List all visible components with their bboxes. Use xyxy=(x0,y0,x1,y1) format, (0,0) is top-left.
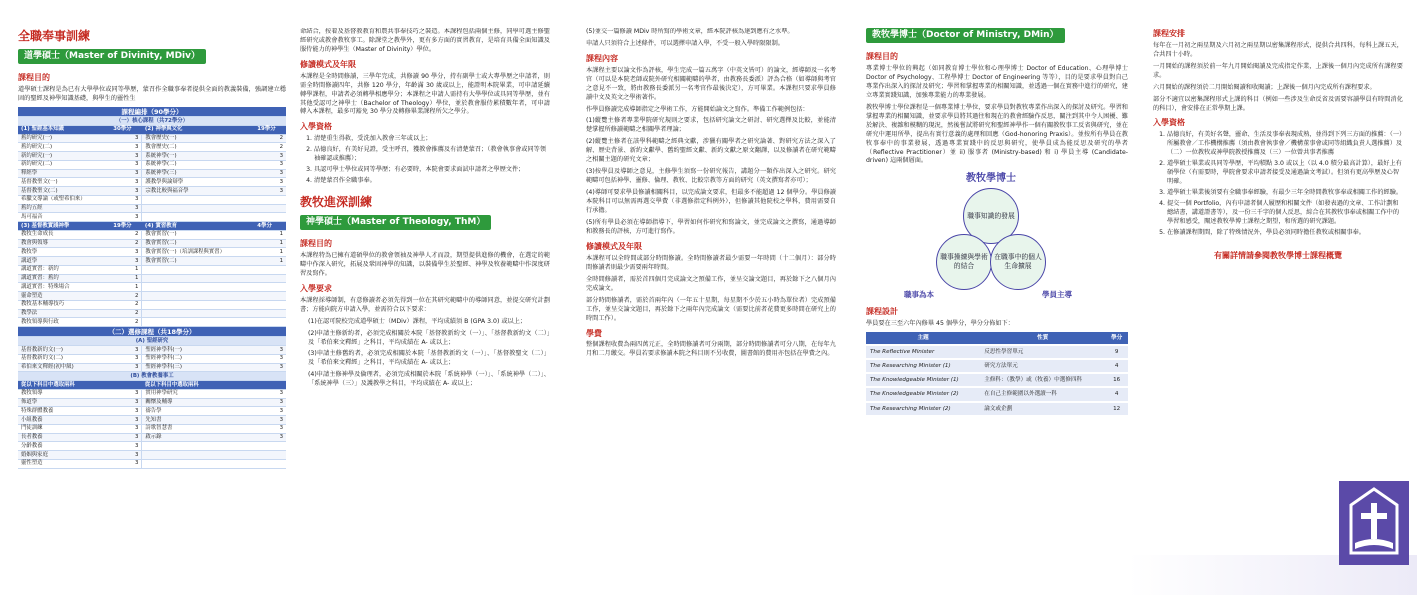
cell: 2 xyxy=(110,239,142,248)
table-row xyxy=(18,248,286,257)
table-row xyxy=(18,143,286,152)
arrange-text-4: 部分不適宜以密集課程形式上課的科目（例如一些涉及生命反省及需要容讀學員有時間消化的科目），會安排在正常學期上課。 xyxy=(1153,95,1403,112)
req-item-5: (5)並交一篇修讀 MDiv 時所寫的學術文章，經本院評核為達到應有之水準。 xyxy=(586,28,794,35)
cell: 2 xyxy=(254,143,286,152)
cell xyxy=(254,195,286,204)
cross-book-icon xyxy=(1339,481,1409,565)
column-2 xyxy=(300,28,550,588)
mode-text-3: 部分時間修讀者，需於首兩年內（一年五十星期，每星期不少於五小時為單位者）完成預備工作，並呈交論文題目，再於餘下之兩年內完成論文（需要比前者花費更多時間在研究上的時間工作）。 xyxy=(586,296,836,322)
table-row xyxy=(18,416,286,425)
cell: 反思性學習單元 xyxy=(980,345,1105,359)
cell: 2 xyxy=(254,134,286,143)
cell: 主修科：（教學）或（牧養）中選修四科 xyxy=(980,373,1105,387)
cell xyxy=(142,442,254,451)
cell: 靈性塑造 xyxy=(18,459,110,468)
cell: 3 xyxy=(254,346,286,355)
cell: 16 xyxy=(1105,373,1128,387)
table-row xyxy=(18,283,286,292)
cell: 2 xyxy=(110,230,142,239)
cell: 3 xyxy=(110,433,142,442)
diagram-title: 教牧學博士 xyxy=(966,173,1016,185)
cell: 教會歷史(二) xyxy=(142,143,254,152)
thm-goal-text: 本課程特為已擁有道碩學位的教會領袖及神學人才而設，期望提供進修的機會，在選定的範疇中作深入研究，拓展及鞏固神學的知識，以裝備學生於聖經、神學及牧養範疇中作深度研習及寫作。 xyxy=(300,252,550,277)
cell: 釋經學 xyxy=(18,169,110,178)
table-row xyxy=(866,402,1128,416)
list-item: (2)申請主修新約者，必須完成相關於本院「基督教新約文（一）」、「基督教新約文（二）」及「希伯來文釋經」之科目，平均成績在 A- 或以上； xyxy=(308,329,550,346)
table-sub-row xyxy=(18,372,286,381)
cell: 3 xyxy=(254,433,286,442)
list-item: 2. 道學碩士畢業或具同等學歷，平均積點 3.0 或以上（以 4.0 積分最高計算），最好上有碩學位（有需要時，學院會要求申請者接受及通過論文考試）。但須有更高學歷及心智明確。 xyxy=(1167,160,1403,187)
table-header-row xyxy=(866,332,1128,345)
list-item: (3)申請主修舊約者，必須完成相關於本院「基督教新約文（一）」、「基督教聖文（二）」及「希伯來文釋經」之科目，平均成績在 A- 或以上； xyxy=(308,350,550,367)
cell: 講道實習：特殊場合 xyxy=(18,283,110,292)
table-row xyxy=(18,160,286,169)
requirement-list xyxy=(300,318,550,390)
cell: 3 xyxy=(110,442,142,451)
cell: 3 xyxy=(254,354,286,363)
cell: 講道實習：舊約 xyxy=(18,274,110,283)
table-row xyxy=(866,345,1128,359)
req-intro: 本課程採導師制，有意修讀者必須先得到一位在其研究範疇中的導師同意，並提交研究計劃書；方能向院方申請入學，並需符合以下要求： xyxy=(300,296,550,313)
table-header-row xyxy=(18,222,286,231)
table-row xyxy=(866,387,1128,401)
cell: 3 xyxy=(254,178,286,187)
col-header: 性質 xyxy=(980,332,1105,345)
heading-goal: 課程目的 xyxy=(866,52,898,62)
table-header-row xyxy=(18,381,286,390)
table-row xyxy=(18,195,286,204)
cell: （二）選修課程（共18學分） xyxy=(18,327,286,337)
list-item: 4. 清楚蒙召作全職事奉。 xyxy=(314,177,550,186)
col-header: 主題 xyxy=(866,332,980,345)
table-row xyxy=(866,373,1128,387)
column-3 xyxy=(586,28,836,588)
course-table xyxy=(18,107,286,469)
table-sub-row xyxy=(18,337,286,346)
cell: 基督教新約文(二) xyxy=(18,354,110,363)
table-row xyxy=(866,359,1128,373)
cell xyxy=(142,451,254,460)
table-row xyxy=(18,354,286,363)
program-title-thm: 神學碩士（Master of Theology, ThM） xyxy=(300,215,491,230)
table-row xyxy=(18,424,286,433)
diagram-circle-practice: 職事操練與學術的結合 xyxy=(936,234,992,290)
cell xyxy=(142,204,254,213)
cell: 研究方法單元 xyxy=(980,359,1105,373)
cell: 講道實習：新約 xyxy=(18,265,110,274)
cell: 禱告學 xyxy=(142,407,254,416)
heading-goal: 課程目的 xyxy=(300,239,332,249)
mode-text: 本課程可以全時間或部分時間修讀。全時間修讀者最少需要一年時間（十二個月）：部分時間修讀者則最少需要兩年時間。 xyxy=(586,254,836,271)
list-item: (2)縱覽主修者在該學科範疇之經典文獻，涉獵有關學者之研究論著、對研究方法之深入了解、歷史背景、新約文獻學、舊約聖經文獻、新約文獻之原文翻譯，以及修讀者在研究範疇之相關主題的研究文章； xyxy=(586,138,836,164)
cell xyxy=(142,292,254,301)
cell: 聖經神學科(三) xyxy=(142,363,254,372)
heading-goal: 課程目的 xyxy=(18,73,50,83)
cell: 3 xyxy=(110,160,142,169)
cell: 詩歌智慧書 xyxy=(142,424,254,433)
program-title-dmin: 教牧學博士（Doctor of Ministry, DMin） xyxy=(866,28,1065,43)
heading-design: 課程設計 xyxy=(866,307,898,317)
cell: 3 xyxy=(110,187,142,196)
cell: 19學分 xyxy=(254,125,286,134)
goal-text: 道學碩士課程是為已有大學學位或同等學歷，蒙召作全職事奉者提供全面的教義裝備，強調建立穩固的聖經及神學知識基礎，與學生的靈性生 xyxy=(18,86,286,103)
cell xyxy=(254,292,286,301)
section-title-advanced: 教牧進深訓練 xyxy=(300,194,373,209)
dmin-goal-text: 專業博士學位的興起（如同教育博士學位和心理學博士 Doctor of Education、心理學博士 Doctor of Psychology、工程學博士 Doctor of Engineering 等等），目的是要求學員對自己專業作出深入的探討及研究；學習和掌握專業的相關知識，並透過一個在實務中進行的研究，建立專業實踐知識，加強專業能力的專業發展。 xyxy=(866,64,1128,99)
cell: 3 xyxy=(110,416,142,425)
fee-text: 整個課程收費為兩四萬元正，全時間修讀者可分兩期，部分時間修讀者可分八期，在每年九月和二月繳交。學員若要求修讀本院之科目則不另收費，圖書館的費用亦包括在學費之內。 xyxy=(586,341,836,358)
cell: 宗教比較與福音學 xyxy=(142,187,254,196)
cell: 講道學 xyxy=(18,257,110,266)
cell: 30學分 xyxy=(110,125,142,134)
cell: 基督教聖文(二) xyxy=(18,187,110,196)
cell: 3 xyxy=(110,363,142,372)
cell xyxy=(142,309,254,318)
section-title-fulltime: 全職奉事訓練 xyxy=(18,29,91,43)
cell: 3 xyxy=(254,407,286,416)
details-note: 有關詳情請參閱教牧學博士課程概覽 xyxy=(1214,250,1342,260)
cell xyxy=(254,265,286,274)
cell: 教牧領導與行政 xyxy=(18,318,110,327)
cell: 3 xyxy=(110,459,142,468)
table-row xyxy=(18,292,286,301)
list-item: (1)縱覽主修者專業學院研究規則之要求，包括研究論文之研討、研究選擇及比較，並能清楚掌握所修讀範疇之相關學者理論； xyxy=(586,117,836,134)
cell: 1 xyxy=(110,274,142,283)
cell: 系統神學(一) xyxy=(142,152,254,161)
col-header: 學分 xyxy=(1105,332,1128,345)
cell: 靈命塑造 xyxy=(18,292,110,301)
cell: 在自己主修範圍以外選讀一科 xyxy=(980,387,1105,401)
arrange-text-3: 六月開始的課程須於二月開始閱讀和收閱讀；上課後一個月內完成所有課程要求。 xyxy=(1153,83,1376,91)
cell: 小組教養 xyxy=(18,416,110,425)
heading-content: 課程內容 xyxy=(586,53,618,63)
cell: 啟示錄 xyxy=(142,433,254,442)
cell: 舊約五經 xyxy=(18,204,110,213)
mode-text: 本課程是全時間修讀，三學年完成，共修讀 90 學分，持有副學士或大專學歷之申請者，則需全時間修讀四年，共修 120 學分，年齡滿 30 歲或以上，能證明本院畢業，可申請延續轉學課程，申請者必須轉學相應學分；本課程之申請人需持有大學學位或具同等學歷，並有其他受認可之神學士（Bachelor of Theology）學位，並於教會服侍累積數年者，可申請轉入本課程，最多可豁免 30 學分及轉修畢業課程所欠之學分。 xyxy=(300,72,550,116)
dmin-goal-text-2: 教牧學博士學位課程是一個專業博士學位，要求學員對教牧專業作出深入的探討及研究。學習和掌握專業的相關知識，並要求學員將其過往和現在的教會經驗作反思，關注到其中令人困擾、難於解決、複雜和模糊的現況，然後嘗試將研究和聖經神學作一個有關教牧事工反省與研究，並在研究中運用所學，提出有實行意義的處理和回應（God-honoring Praxis）。並按所有學員在教牧事奉中的事業發展，透過專業實踐中的反思與研究，使學員成為能反思及研究的學者（Reflective Practitioner）並 ii) 服事者 (Ministry-based) 和 i) 學員主導 (Candidate-driven) 這兩個層面。 xyxy=(866,103,1128,165)
table-row xyxy=(18,265,286,274)
table-row xyxy=(18,451,286,460)
cell: 教會實習(二) xyxy=(142,239,254,248)
heading-admission: 入學資格 xyxy=(300,122,332,132)
table-row xyxy=(18,152,286,161)
cell: 新約研究(二) xyxy=(18,160,110,169)
cell: 教牧學 xyxy=(18,248,110,257)
table-row xyxy=(18,459,286,468)
cell: (1) 聖經基本知識 xyxy=(18,125,110,134)
list-item: 4. 提交一個 Portfolio，內有申請者個人履歷和相關文件（如發表過的文章、工作計劃和總結書，講道證書等），及一份三千字的個人反思，綜合在其教牧事奉或相關工作中的學習和感受，闡述教牧學博士課程之期望，和所選的研究課題。 xyxy=(1167,200,1403,227)
cell: 3 xyxy=(110,213,142,222)
cell: 9 xyxy=(1105,345,1128,359)
cell: 19學分 xyxy=(110,222,142,231)
cell: 系統神學(三) xyxy=(142,169,254,178)
cell: The Knowledgeable Minister (1) xyxy=(866,373,980,387)
seminary-logo xyxy=(1339,481,1409,565)
cell: 3 xyxy=(110,346,142,355)
arrange-text-2: 一月開始的課程須於前一年九月開始閱讀及完成指定作業，上課後一個月內完成所有課程要求。 xyxy=(1153,62,1403,79)
cell xyxy=(142,195,254,204)
table-row xyxy=(18,169,286,178)
cell xyxy=(254,442,286,451)
table-part-row xyxy=(18,117,286,126)
cell: 新約研究(一) xyxy=(18,152,110,161)
cell: 3 xyxy=(110,398,142,407)
list-item: 1. 清楚重生得救，受洗加入教會三年或以上； xyxy=(314,135,550,144)
table-row xyxy=(18,257,286,266)
list-item: 3. 具認可學士學位或同等學歷；有必要時，本院會要求面試申請者之學歷文件； xyxy=(314,166,550,175)
cell: 3 xyxy=(110,178,142,187)
cell: 3 xyxy=(254,160,286,169)
cell xyxy=(142,459,254,468)
cell xyxy=(254,318,286,327)
cell: 1 xyxy=(254,248,286,257)
program-title-mdiv: 道學碩士（Master of Divinity, MDiv） xyxy=(18,49,206,64)
cell: 3 xyxy=(254,389,286,398)
heading-arrangement: 課程安排 xyxy=(1153,29,1185,38)
content-text: 本課程主要以論文作為評核，學生完成一篇五萬字（中英文皆可）的論文，經導師及一名考官（可以是本院老師或院外研究相關範疇的學者，由教務長委派）評為合格（如導師與考官之意見不一致，將由教務長委派另一名考官作最後決定），方可畢業。本課程只要求學員修讀中文及英文之學術著作。 xyxy=(586,66,836,101)
cell: 門徒訓練 xyxy=(18,424,110,433)
cell: 教會實習(二) xyxy=(142,257,254,266)
cell: 4 xyxy=(1105,387,1128,401)
cell: 特殊群體教養 xyxy=(18,407,110,416)
mdiv-intro: 命結合，按着及基督教教育和農共事奉技巧之裝造。本課程包括兩個主修，同學可選主修聖經研究或教會教牧事工。除課堂之教學外，更有多方面的實習教育，是培育具備全面知識及服侍能力的神學生（Master of Divinity）學位。 xyxy=(300,28,550,53)
cell xyxy=(254,204,286,213)
table-row xyxy=(18,274,286,283)
cell: 馬可福音 xyxy=(18,213,110,222)
list-item: (4)導師可要求學員修讀相關科目，以完成論文要求，但最多不能超過 12 個學分。學員修讀本院科目可以無需再選交學費（非選修指定科例外），但修讀其他院校之學科，費用需要自行承擔。 xyxy=(586,189,836,215)
heading-mode: 修讀模式及年限 xyxy=(300,59,356,69)
diagram-circle-knowledge: 職事知識的發展 xyxy=(963,188,1019,244)
cell: (B) 教會教養事工 xyxy=(18,372,286,381)
cell xyxy=(254,213,286,222)
cell: 3 xyxy=(110,389,142,398)
cell: 3 xyxy=(110,143,142,152)
cell: 婚姻與家庭 xyxy=(18,451,110,460)
table-row xyxy=(18,346,286,355)
table-row xyxy=(18,204,286,213)
cell xyxy=(254,300,286,309)
cell: 長者教養 xyxy=(18,433,110,442)
content-text-2: 作學員修讀完成導師指定之學術工作，方能開始論文之寫作。準備工作範例包括： xyxy=(586,105,809,113)
cell xyxy=(142,265,254,274)
table-row xyxy=(18,407,286,416)
cell: 佈道學 xyxy=(18,398,110,407)
cell: 3 xyxy=(110,195,142,204)
cell: 3 xyxy=(254,416,286,425)
cell: 3 xyxy=(254,363,286,372)
list-item: (5)所有學員必須在導師指導下，學習如何作研究和寫論文，並完成論文之撰寫，通過導師和教務長的評核，方可進行寫作。 xyxy=(586,219,836,236)
design-text: 學員要在三至六年內修畢 45 個學分，學分分佈如下： xyxy=(866,320,1014,328)
table-header-row xyxy=(18,125,286,134)
cell xyxy=(142,213,254,222)
cell: 舊約研究(一) xyxy=(18,134,110,143)
table-row xyxy=(18,187,286,196)
cell xyxy=(254,283,286,292)
cell: 系統神學(二) xyxy=(142,160,254,169)
cell xyxy=(254,451,286,460)
column-4 xyxy=(866,28,1128,588)
table-row xyxy=(18,134,286,143)
list-item: (3)按學員及導師之意見，主修學生須寫一份研究報告，講題分一類作出深入之研究。研究範疇可包括神學、靈修、倫理、教牧、比較宗教等方面的研究（英文撰寫者亦可）； xyxy=(586,168,836,185)
cell: 3 xyxy=(254,187,286,196)
cell: 基督教聖文(一) xyxy=(18,178,110,187)
cell: 教會與領導 xyxy=(18,239,110,248)
cell: The Researching Minister (1) xyxy=(866,359,980,373)
table-row xyxy=(18,398,286,407)
credit-table xyxy=(866,332,1128,417)
table-row xyxy=(18,239,286,248)
dmin-diagram xyxy=(866,172,1116,302)
cell: 舊約研究(二) xyxy=(18,143,110,152)
cell: 聖經神學科(二) xyxy=(142,354,254,363)
cell: 從以下科目中選取兩科 xyxy=(142,381,286,390)
cell: 4學分 xyxy=(254,222,286,231)
cell: 3 xyxy=(254,424,286,433)
cell: The Reflective Minister xyxy=(866,345,980,359)
cell: 聖經神學科(一) xyxy=(142,346,254,355)
cell: 3 xyxy=(110,134,142,143)
cell: 3 xyxy=(110,354,142,363)
content-list xyxy=(586,117,836,237)
table-row xyxy=(18,230,286,239)
arrange-text: 每年在一月初之兩星期及六月初之兩星期以密集課程形式，提供合共四科，每科上課五天，合共四十小時。 xyxy=(1153,41,1403,58)
cell: 2 xyxy=(110,292,142,301)
list-item: 2. 品德良好，有美好見證，受主呼召，獲教會推薦及有清楚蒙召；（教會執事會或同等領袖確認或推薦）； xyxy=(314,146,550,164)
cell: (4) 實習教育 xyxy=(142,222,254,231)
cell: 基督教新約文(一) xyxy=(18,346,110,355)
cell xyxy=(254,274,286,283)
cell: (2) 神學與文化 xyxy=(142,125,254,134)
cell: 3 xyxy=(110,152,142,161)
admission-list xyxy=(1153,131,1403,238)
cell: 關懷及輔導 xyxy=(142,398,254,407)
table-part-row xyxy=(18,327,286,337)
heading-mode: 修讀模式及年限 xyxy=(586,242,642,252)
heading-admission: 入學資格 xyxy=(1153,118,1185,128)
table-row xyxy=(18,213,286,222)
cell: 2 xyxy=(110,309,142,318)
cell: 從以下科目中選取兩科 xyxy=(18,381,142,390)
table-row xyxy=(18,389,286,398)
cell: 1 xyxy=(110,265,142,274)
cell: 希臘文導論（或聖希伯來） xyxy=(18,195,110,204)
cell: The Researching Minister (2) xyxy=(866,402,980,416)
cell: 先知書 xyxy=(142,416,254,425)
cell: 3 xyxy=(110,248,142,257)
cell: 2 xyxy=(110,300,142,309)
cell: 3 xyxy=(110,169,142,178)
cell: 1 xyxy=(254,257,286,266)
list-item: (4)申請主修神學及倫理者，必須完成相關於本院「系統神學（一）」、「系統神學（二）」、「系統神學（三）」及護教學之科目，平均成績在 A- 或以上； xyxy=(308,371,550,388)
cell: 3 xyxy=(110,407,142,416)
column-1 xyxy=(18,28,286,588)
heading-fee: 學費 xyxy=(586,328,602,338)
cell: 3 xyxy=(110,204,142,213)
diagram-label-candidate: 學員主導 xyxy=(1042,290,1072,300)
cell: 教牧基本輔導技巧 xyxy=(18,300,110,309)
cell: 3 xyxy=(110,257,142,266)
cell: 12 xyxy=(1105,402,1128,416)
table-row xyxy=(18,178,286,187)
cell xyxy=(254,459,286,468)
heading-requirements: 入學要求 xyxy=(300,283,332,293)
table-title-row xyxy=(18,107,286,117)
cell xyxy=(142,274,254,283)
cell: 教學法 xyxy=(18,309,110,318)
table-row xyxy=(18,309,286,318)
cell: 4 xyxy=(1105,359,1128,373)
table-row xyxy=(18,442,286,451)
cell: 3 xyxy=(110,451,142,460)
cell: 護教學與論辯學 xyxy=(142,178,254,187)
cell: 3 xyxy=(254,152,286,161)
cell: 實用神學研究 xyxy=(142,389,254,398)
cell: 論文或企劃 xyxy=(980,402,1105,416)
cell: 3 xyxy=(254,169,286,178)
cell: 1 xyxy=(110,283,142,292)
admission-list xyxy=(300,135,550,186)
table-row xyxy=(18,300,286,309)
cell: 教會歷史(一) xyxy=(142,134,254,143)
list-item: (1)在認可院校完成道學碩士（MDiv）課程，平均成績須 B (GPA 3.0) 或以上； xyxy=(308,317,527,325)
cell: 3 xyxy=(254,398,286,407)
cell xyxy=(254,309,286,318)
diagram-circle-growth: 在職事中的個人生命擴展 xyxy=(990,234,1046,290)
cell: 教會實習(一)（培訓課程與實習） xyxy=(142,248,254,257)
cell: （一）核心課程（共72學分） xyxy=(18,117,286,126)
req-note: 申請人只須符合上述條件，可以選擇申請入學，不受一般入學時限限制。 xyxy=(586,39,784,47)
cell xyxy=(142,300,254,309)
cell: 課程編排（90學分） xyxy=(18,107,286,117)
cell: 希伯來文釋經(初中級) xyxy=(18,363,110,372)
cell: 教牧生命成長 xyxy=(18,230,110,239)
cell: 教會實習(一) xyxy=(142,230,254,239)
cell: The Knowledgeable Minister (2) xyxy=(866,387,980,401)
table-row xyxy=(18,363,286,372)
cell: 教牧領導 xyxy=(18,389,110,398)
cell xyxy=(142,318,254,327)
list-item: 5. 在修讀課程期間，除了特殊情況外，學員必須同時擔任教牧或相關事奉。 xyxy=(1167,229,1403,238)
table-row xyxy=(18,318,286,327)
cell: 2 xyxy=(110,318,142,327)
list-item: 1. 品德良好，有美好名聲，靈命、生活及事奉表現成熟，並得到下列三方面的推薦：（一）所屬教會／工作機構推薦（須由教會執事會／機構董事會或同等組織負責人選推薦）及（二）一位教牧或神學院教授推薦及（三）一位曾共事者推薦 xyxy=(1167,131,1403,158)
cell: 3 xyxy=(110,424,142,433)
cell: 1 xyxy=(254,239,286,248)
cell: 1 xyxy=(254,230,286,239)
mode-text-2: 全時間修讀者，需於首四個月完成論文之預備工作，並呈交論文題目，再於餘下之八個月內完成論文。 xyxy=(586,275,836,292)
cell: (3) 基督教實踐神學 xyxy=(18,222,110,231)
cell: (A) 聖經研究 xyxy=(18,337,286,346)
diagram-label-ministry: 職事為本 xyxy=(904,290,934,300)
cell xyxy=(142,283,254,292)
cell: 分齡教養 xyxy=(18,442,110,451)
list-item: 3. 道學碩士畢業後須要有全職事奉經驗，有最少三年全時間教牧事奉或相關工作的經驗。 xyxy=(1167,189,1403,198)
table-row xyxy=(18,433,286,442)
